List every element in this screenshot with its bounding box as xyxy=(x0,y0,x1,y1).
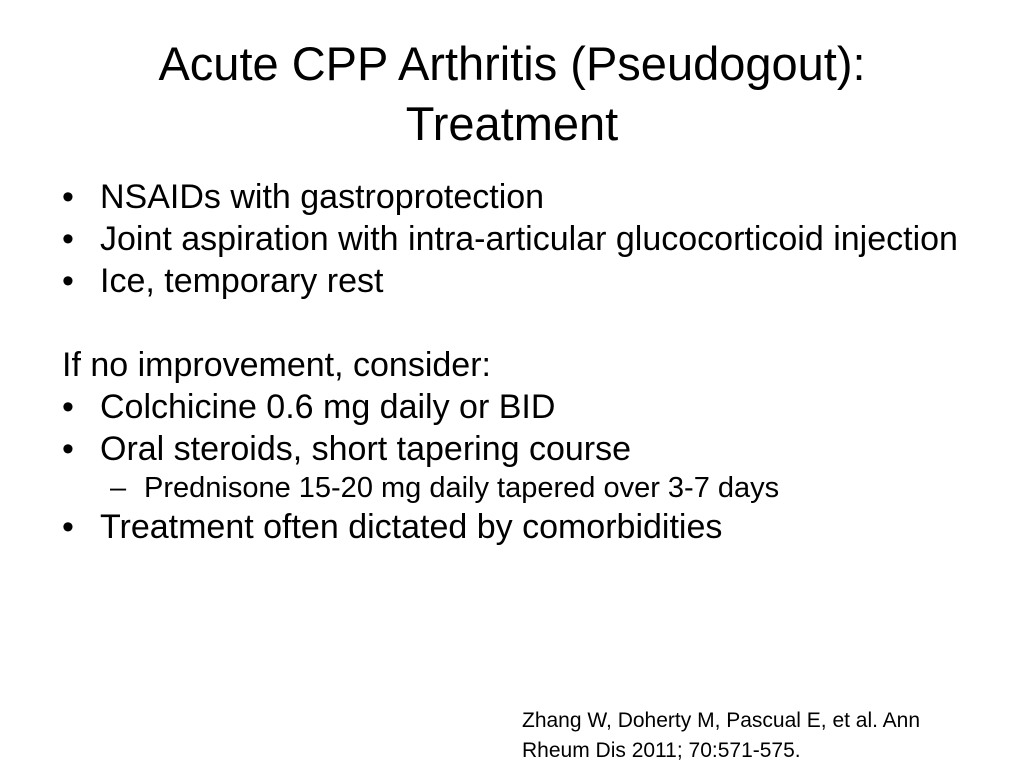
citation-line-1: Zhang W, Doherty M, Pascual E, et al. Ann xyxy=(522,709,921,732)
slide-title-line-1: Acute CPP Arthritis (Pseudogout): xyxy=(158,37,866,90)
citation xyxy=(522,706,992,766)
sub-bullet-text: Prednisone 15-20 mg daily tapered over 3-7 days xyxy=(144,472,780,504)
slide-title xyxy=(60,34,964,154)
bullet-text: Ice, temporary rest xyxy=(100,262,384,300)
bullet-item xyxy=(62,386,982,428)
bullet-dot: • xyxy=(62,430,74,468)
bullet-dot: • xyxy=(62,262,74,300)
bullet-dot: • xyxy=(62,178,74,216)
sub-bullet-dash: – xyxy=(110,472,127,504)
bullet-dot: • xyxy=(62,508,74,546)
bullet-dot: • xyxy=(62,388,74,426)
bullet-text: Oral steroids, short tapering course xyxy=(100,430,632,468)
bullet-text: Treatment often dictated by comorbidities xyxy=(100,508,723,546)
bullet-item xyxy=(62,260,982,302)
bullet-item xyxy=(62,176,982,218)
bullet-dot: • xyxy=(62,220,74,258)
bullet-item xyxy=(62,506,982,548)
bullet-text: Joint aspiration with intra-articular glucocorticoid injection xyxy=(100,220,958,258)
bullet-text: NSAIDs with gastroprotection xyxy=(100,178,545,216)
citation-line-2: Rheum Dis 2011; 70:571-575. xyxy=(522,739,801,762)
spacer xyxy=(62,302,982,344)
sub-bullet-item xyxy=(62,470,982,506)
bullet-item xyxy=(62,428,982,470)
bullet-text: Colchicine 0.6 mg daily or BID xyxy=(100,388,556,426)
bullet-item xyxy=(62,218,982,260)
slide-title-line-2: Treatment xyxy=(405,97,619,150)
slide-body xyxy=(62,176,982,548)
consider-heading: If no improvement, consider: xyxy=(62,346,491,384)
